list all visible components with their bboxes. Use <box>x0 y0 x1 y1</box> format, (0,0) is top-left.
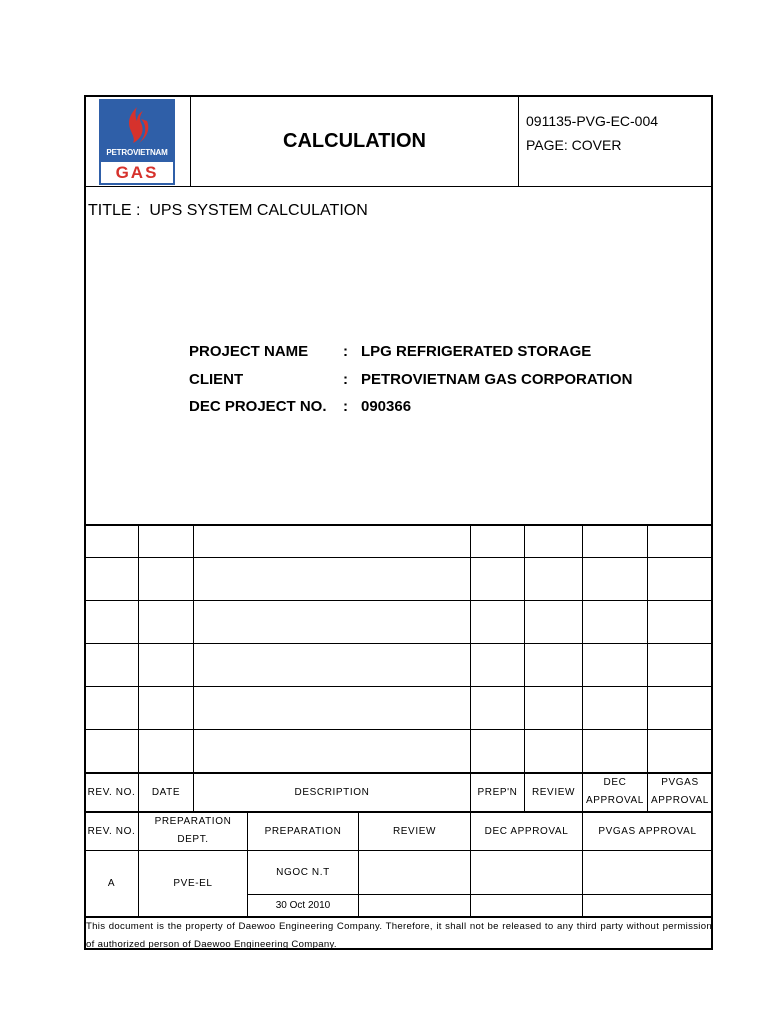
page-indicator: PAGE: COVER <box>526 137 622 153</box>
revision-col-line <box>193 525 194 812</box>
revision-row-line <box>85 557 712 558</box>
rev-col-header-description: DESCRIPTION <box>294 786 370 798</box>
approval-header-pvgas-approval: PVGAS APPROVAL <box>598 825 697 837</box>
dec-project-label: DEC PROJECT NO. <box>189 398 327 415</box>
dec-project-sep: : <box>343 398 348 415</box>
rev-col-header-dec-approval: DEC APPROVAL <box>586 777 644 806</box>
approval-date-value: 30 Oct 2010 <box>275 900 331 911</box>
project-name-label: PROJECT NAME <box>189 343 309 360</box>
approval-header-review: REVIEW <box>392 825 437 837</box>
approval-header-dept: PREPARATION DEPT. <box>154 816 232 845</box>
revision-col-line <box>582 525 583 812</box>
header-divider-right <box>518 96 519 187</box>
document-number: 091135-PVG-EC-004 <box>526 113 659 129</box>
approval-header-dec-approval: DEC APPROVAL <box>484 825 569 837</box>
approval-preparer-value: NGOC N.T <box>276 867 330 878</box>
revision-table-top <box>85 524 712 526</box>
project-name-value: LPG REFRIGERATED STORAGE <box>361 343 592 360</box>
rev-col-header-rev: REV. NO. <box>87 786 136 798</box>
rev-col-header-review: REVIEW <box>531 786 576 798</box>
rev-col-header-date: DATE <box>151 786 181 798</box>
flame-logo-icon <box>121 105 153 145</box>
approval-rev-value: A <box>107 878 116 889</box>
revision-row-line <box>85 643 712 644</box>
footer-note: This document is the property of Daewoo Engineering Company. Therefore, it shall not be released to any third party without permission of authorized person of Daewoo Engineering Company. <box>86 921 712 950</box>
client-label: CLIENT <box>189 371 244 388</box>
revision-row-line <box>85 600 712 601</box>
project-name-sep: : <box>343 343 348 360</box>
client-sep: : <box>343 371 348 388</box>
logo-gas-band <box>101 162 173 183</box>
company-logo <box>99 99 175 185</box>
revision-col-line <box>470 525 471 812</box>
client-value: PETROVIETNAM GAS CORPORATION <box>361 371 633 388</box>
revision-col-line <box>647 525 648 812</box>
rev-col-header-prepn: PREP'N <box>477 786 518 798</box>
revision-col-line <box>138 525 139 812</box>
rev-col-header-pvgas-approval: PVGAS APPROVAL <box>651 777 709 806</box>
revision-row-line <box>85 729 712 730</box>
logo-line2: GAS <box>115 163 159 182</box>
header-bottom-line <box>85 186 712 187</box>
logo-line1: PETROVIETNAM <box>106 148 168 157</box>
revision-col-line <box>524 525 525 812</box>
approval-header-preparation: PREPARATION <box>264 825 342 837</box>
page-title: CALCULATION <box>283 129 426 152</box>
revision-row-line <box>85 686 712 687</box>
approval-dept-value: PVE-EL <box>173 878 213 889</box>
dec-project-value: 090366 <box>361 398 412 415</box>
document-title: TITLE : UPS SYSTEM CALCULATION <box>88 202 368 219</box>
approval-header-rev: REV. NO. <box>87 825 136 837</box>
